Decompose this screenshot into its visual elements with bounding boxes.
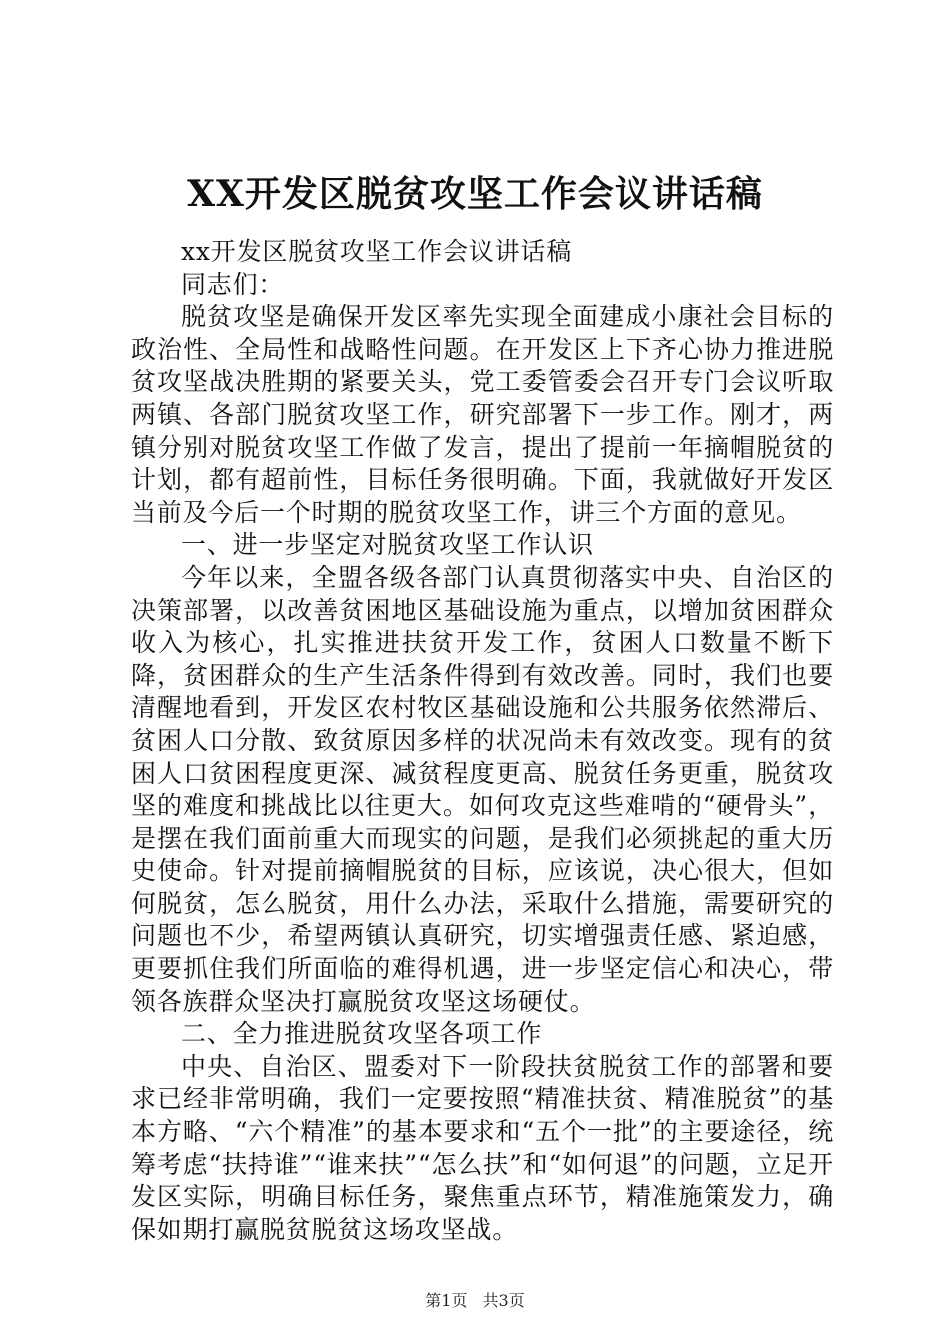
paragraph-section-1: 今年以来，全盟各级各部门认真贯彻落实中央、自治区的决策部署，以改善贫困地区基础设施为重点，以增加贫困群众收入为核心，扎实推进扶贫开发工作，贫困人口数量不断下降，贫困群众的生产生活条件得到有效改善。同时，我们也要清醒地看到，开发区农村牧区基础设施和公共服务依然滞后、贫困人口分散、致贫原因多样的状况尚未有效改变。现有的贫困人口贫困程度更深、减贫程度更高、脱贫任务更重，脱贫攻坚的难度和挑战比以往更大。如何攻克这些难啃的“硬骨头”，是摆在我们面前重大而现实的问题，是我们必须挑起的重大历史使命。针对提前摘帽脱贫的目标，应该说，决心很大，但如何脱贫，怎么脱贫，用什么办法，采取什么措施，需要研究的问题也不少，希望两镇认真研究，切实增强责任感、紧迫感，更要抓住我们所面临的难得机遇，进一步坚定信心和决心，带领各族群众坚决打赢脱贫攻坚这场硬仗。 xyxy=(131,562,834,1016)
page-number-total: 共3页 xyxy=(482,1291,525,1310)
document-title: XX开发区脱贫攻坚工作会议讲话稿 xyxy=(187,173,763,215)
document-subtitle: xx开发区脱贫攻坚工作会议讲话稿 xyxy=(181,237,572,266)
section-heading-1: 一、进一步坚定对脱贫攻坚工作认识 xyxy=(181,530,594,560)
document-body xyxy=(131,236,834,1246)
page-number-current: 第1页 xyxy=(425,1291,468,1310)
paragraph-intro: 脱贫攻坚是确保开发区率先实现全面建成小康社会目标的政治性、全局性和战略性问题。在开发区上下齐心协力推进脱贫攻坚战决胜期的紧要关头，党工委管委会召开专门会议听取两镇、各部门脱贫攻坚工作，研究部署下一步工作。刚才，两镇分别对脱贫攻坚工作做了发言，提出了提前一年摘帽脱贫的计划，都有超前性，目标任务很明确。下面，我就做好开发区当前及今后一个时期的脱贫攻坚工作，讲三个方面的意见。 xyxy=(131,302,834,527)
salutation: 同志们： xyxy=(181,269,285,299)
page-footer xyxy=(0,1291,950,1311)
section-heading-2: 二、全力推进脱贫攻坚各项工作 xyxy=(181,1019,543,1049)
paragraph-section-2: 中央、自治区、盟委对下一阶段扶贫脱贫工作的部署和要求已经非常明确，我们一定要按照“精准扶贫、精准脱贫”的基本方略、“六个精准”的基本要求和“五个一批”的主要途径，统筹考虑“扶持谁”“谁来扶”“怎么扶”和“如何退”的问题，立足开发区实际，明确目标任务，聚焦重点环节，精准施策发力，确保如期打赢脱贫脱贫这场攻坚战。 xyxy=(131,1051,834,1244)
